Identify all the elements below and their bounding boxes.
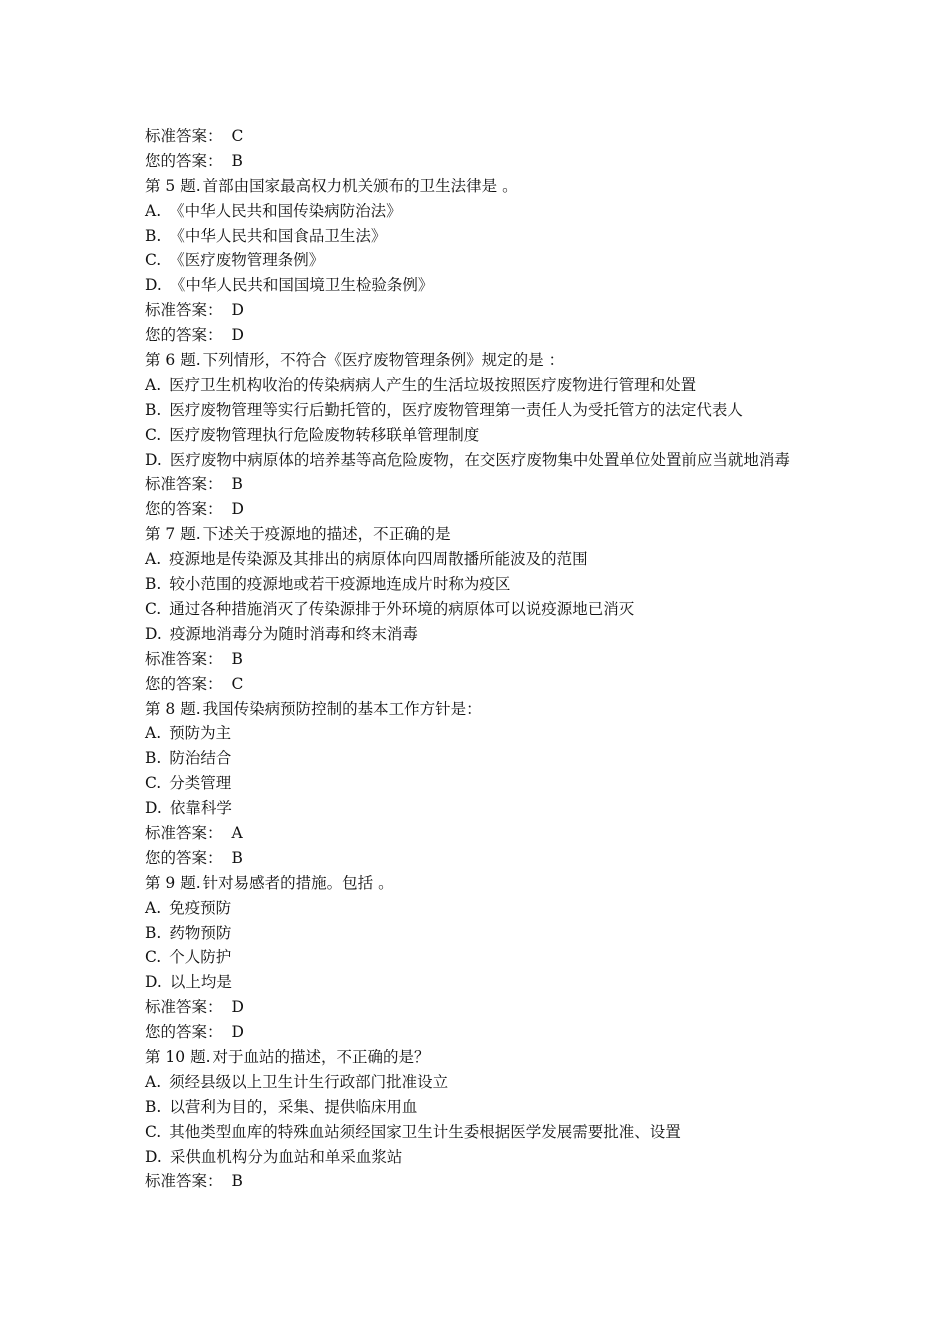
option-text: 以营利为目的，采集、提供临床用血 bbox=[169, 1097, 418, 1116]
option-text: 其他类型血库的特殊血站须经国家卫生计生委根据医学发展需要批准、设置 bbox=[169, 1122, 681, 1141]
option-text: 医疗废物管理执行危险废物转移联单管理制度 bbox=[169, 425, 480, 444]
standard-answer-line bbox=[145, 298, 815, 323]
option-c bbox=[145, 1120, 815, 1145]
option-d bbox=[145, 448, 815, 473]
question-text: 下列情形，不符合《医疗废物管理条例》规定的是 ： bbox=[202, 351, 565, 370]
question-8-title bbox=[145, 697, 815, 722]
option-letter: A. bbox=[145, 724, 162, 743]
option-text: 《中华人民共和国食品卫生法》 bbox=[169, 226, 387, 245]
option-letter: C. bbox=[145, 251, 162, 270]
option-a bbox=[145, 547, 815, 572]
option-text: 以上均是 bbox=[169, 973, 232, 992]
option-text: 采供血机构分为血站和单采血浆站 bbox=[169, 1147, 403, 1166]
option-d bbox=[145, 970, 815, 995]
your-answer-line bbox=[145, 149, 815, 174]
question-5-title bbox=[145, 174, 815, 199]
option-a bbox=[145, 199, 815, 224]
option-letter: D. bbox=[145, 799, 162, 818]
option-text: 疫源地是传染源及其排出的病原体向四周散播所能波及的范围 bbox=[169, 550, 588, 569]
question-text: 对于血站的描述，不正确的是？ bbox=[212, 1047, 430, 1066]
standard-answer-line bbox=[145, 995, 815, 1020]
option-c bbox=[145, 945, 815, 970]
option-text: 防治结合 bbox=[169, 749, 232, 768]
question-text: 我国传染病预防控制的基本工作方针是： bbox=[202, 699, 482, 718]
option-letter: C. bbox=[145, 774, 162, 793]
your-answer-label: 您的答案： bbox=[145, 326, 223, 345]
option-c bbox=[145, 423, 815, 448]
standard-answer-line bbox=[145, 1169, 815, 1194]
question-text: 下述关于疫源地的描述，不正确的是 bbox=[202, 525, 451, 544]
option-letter: B. bbox=[145, 575, 162, 594]
option-a bbox=[145, 373, 815, 398]
option-text: 《医疗废物管理条例》 bbox=[169, 251, 325, 270]
standard-answer-label: 标准答案： bbox=[145, 475, 223, 494]
option-letter: B. bbox=[145, 1097, 162, 1116]
option-b bbox=[145, 746, 815, 771]
option-text: 须经县级以上卫生计生行政部门批准设立 bbox=[169, 1072, 449, 1091]
option-letter: D. bbox=[145, 450, 162, 469]
your-answer-label: 您的答案： bbox=[145, 500, 223, 519]
option-a bbox=[145, 896, 815, 921]
standard-answer-label: 标准答案： bbox=[145, 649, 223, 668]
standard-answer-value: A bbox=[231, 823, 243, 842]
option-b bbox=[145, 1095, 815, 1120]
your-answer-value: B bbox=[231, 151, 243, 170]
document-page bbox=[145, 124, 815, 1194]
your-answer-value: D bbox=[231, 1023, 244, 1042]
standard-answer-value: C bbox=[231, 127, 244, 145]
option-letter: B. bbox=[145, 749, 162, 768]
question-6-title bbox=[145, 348, 815, 373]
standard-answer-line bbox=[145, 472, 815, 497]
standard-answer-label: 标准答案： bbox=[145, 1172, 223, 1191]
option-text: 医疗废物中病原体的培养基等高危险废物，在交医疗废物集中处置单位处置前应当就地消毒 bbox=[169, 450, 790, 469]
option-text: 预防为主 bbox=[169, 724, 232, 743]
option-b bbox=[145, 572, 815, 597]
option-b bbox=[145, 224, 815, 249]
question-9-title bbox=[145, 871, 815, 896]
your-answer-line bbox=[145, 1020, 815, 1045]
standard-answer-value: B bbox=[231, 649, 243, 668]
option-letter: A. bbox=[145, 201, 162, 220]
your-answer-value: C bbox=[231, 674, 244, 693]
option-text: 免疫预防 bbox=[169, 898, 232, 917]
option-c bbox=[145, 771, 815, 796]
option-letter: C. bbox=[145, 599, 162, 618]
question-number: 第 8 题. bbox=[145, 699, 201, 718]
option-letter: B. bbox=[145, 923, 162, 942]
option-letter: C. bbox=[145, 425, 162, 444]
question-number: 第 9 题. bbox=[145, 873, 201, 892]
option-a bbox=[145, 721, 815, 746]
option-d bbox=[145, 273, 815, 298]
question-text: 首部由国家最高权力机关颁布的卫生法律是 。 bbox=[202, 176, 518, 195]
standard-answer-label: 标准答案： bbox=[145, 127, 223, 145]
option-text: 疫源地消毒分为随时消毒和终末消毒 bbox=[169, 624, 418, 643]
option-d bbox=[145, 622, 815, 647]
standard-answer-line bbox=[145, 821, 815, 846]
option-text: 分类管理 bbox=[169, 774, 232, 793]
option-letter: D. bbox=[145, 1147, 162, 1166]
your-answer-label: 您的答案： bbox=[145, 1023, 223, 1042]
option-letter: A. bbox=[145, 550, 162, 569]
option-letter: D. bbox=[145, 624, 162, 643]
standard-answer-line bbox=[145, 647, 815, 672]
option-d bbox=[145, 796, 815, 821]
question-number: 第 5 题. bbox=[145, 176, 201, 195]
option-b bbox=[145, 921, 815, 946]
option-text: 个人防护 bbox=[169, 948, 232, 967]
option-text: 《中华人民共和国国境卫生检验条例》 bbox=[169, 276, 434, 295]
standard-answer-value: D bbox=[231, 301, 244, 320]
option-letter: B. bbox=[145, 400, 162, 419]
option-letter: D. bbox=[145, 276, 162, 295]
your-answer-line bbox=[145, 497, 815, 522]
option-letter: A. bbox=[145, 1072, 162, 1091]
option-c bbox=[145, 597, 815, 622]
option-letter: A. bbox=[145, 898, 162, 917]
standard-answer-value: B bbox=[231, 475, 243, 494]
option-b bbox=[145, 398, 815, 423]
option-text: 依靠科学 bbox=[169, 799, 232, 818]
standard-answer-value: B bbox=[231, 1172, 243, 1191]
option-text: 医疗废物管理等实行后勤托管的，医疗废物管理第一责任人为受托管方的法定代表人 bbox=[169, 400, 743, 419]
your-answer-line bbox=[145, 672, 815, 697]
question-number: 第 6 题. bbox=[145, 351, 201, 370]
question-10-title bbox=[145, 1045, 815, 1070]
option-text: 药物预防 bbox=[169, 923, 232, 942]
option-letter: C. bbox=[145, 1122, 162, 1141]
your-answer-value: D bbox=[231, 500, 244, 519]
standard-answer-line bbox=[145, 124, 815, 149]
your-answer-value: D bbox=[231, 326, 244, 345]
option-text: 《中华人民共和国传染病防治法》 bbox=[169, 201, 402, 220]
option-letter: B. bbox=[145, 226, 162, 245]
your-answer-line bbox=[145, 323, 815, 348]
question-number: 第 10 题. bbox=[145, 1047, 211, 1066]
question-text: 针对易感者的措施。包括 。 bbox=[202, 873, 394, 892]
standard-answer-label: 标准答案： bbox=[145, 998, 223, 1017]
your-answer-label: 您的答案： bbox=[145, 848, 223, 867]
standard-answer-value: D bbox=[231, 998, 244, 1017]
standard-answer-label: 标准答案： bbox=[145, 301, 223, 320]
option-text: 通过各种措施消灭了传染源排于外环境的病原体可以说疫源地已消灭 bbox=[169, 599, 635, 618]
your-answer-label: 您的答案： bbox=[145, 151, 223, 170]
your-answer-line bbox=[145, 846, 815, 871]
standard-answer-label: 标准答案： bbox=[145, 823, 223, 842]
option-text: 医疗卫生机构收治的传染病病人产生的生活垃圾按照医疗废物进行管理和处置 bbox=[169, 375, 697, 394]
your-answer-value: B bbox=[231, 848, 243, 867]
option-d bbox=[145, 1145, 815, 1170]
question-number: 第 7 题. bbox=[145, 525, 201, 544]
your-answer-label: 您的答案： bbox=[145, 674, 223, 693]
option-text: 较小范围的疫源地或若干疫源地连成片时称为疫区 bbox=[169, 575, 511, 594]
option-c bbox=[145, 248, 815, 273]
option-letter: D. bbox=[145, 973, 162, 992]
option-letter: C. bbox=[145, 948, 162, 967]
question-7-title bbox=[145, 522, 815, 547]
option-letter: A. bbox=[145, 375, 162, 394]
option-a bbox=[145, 1070, 815, 1095]
